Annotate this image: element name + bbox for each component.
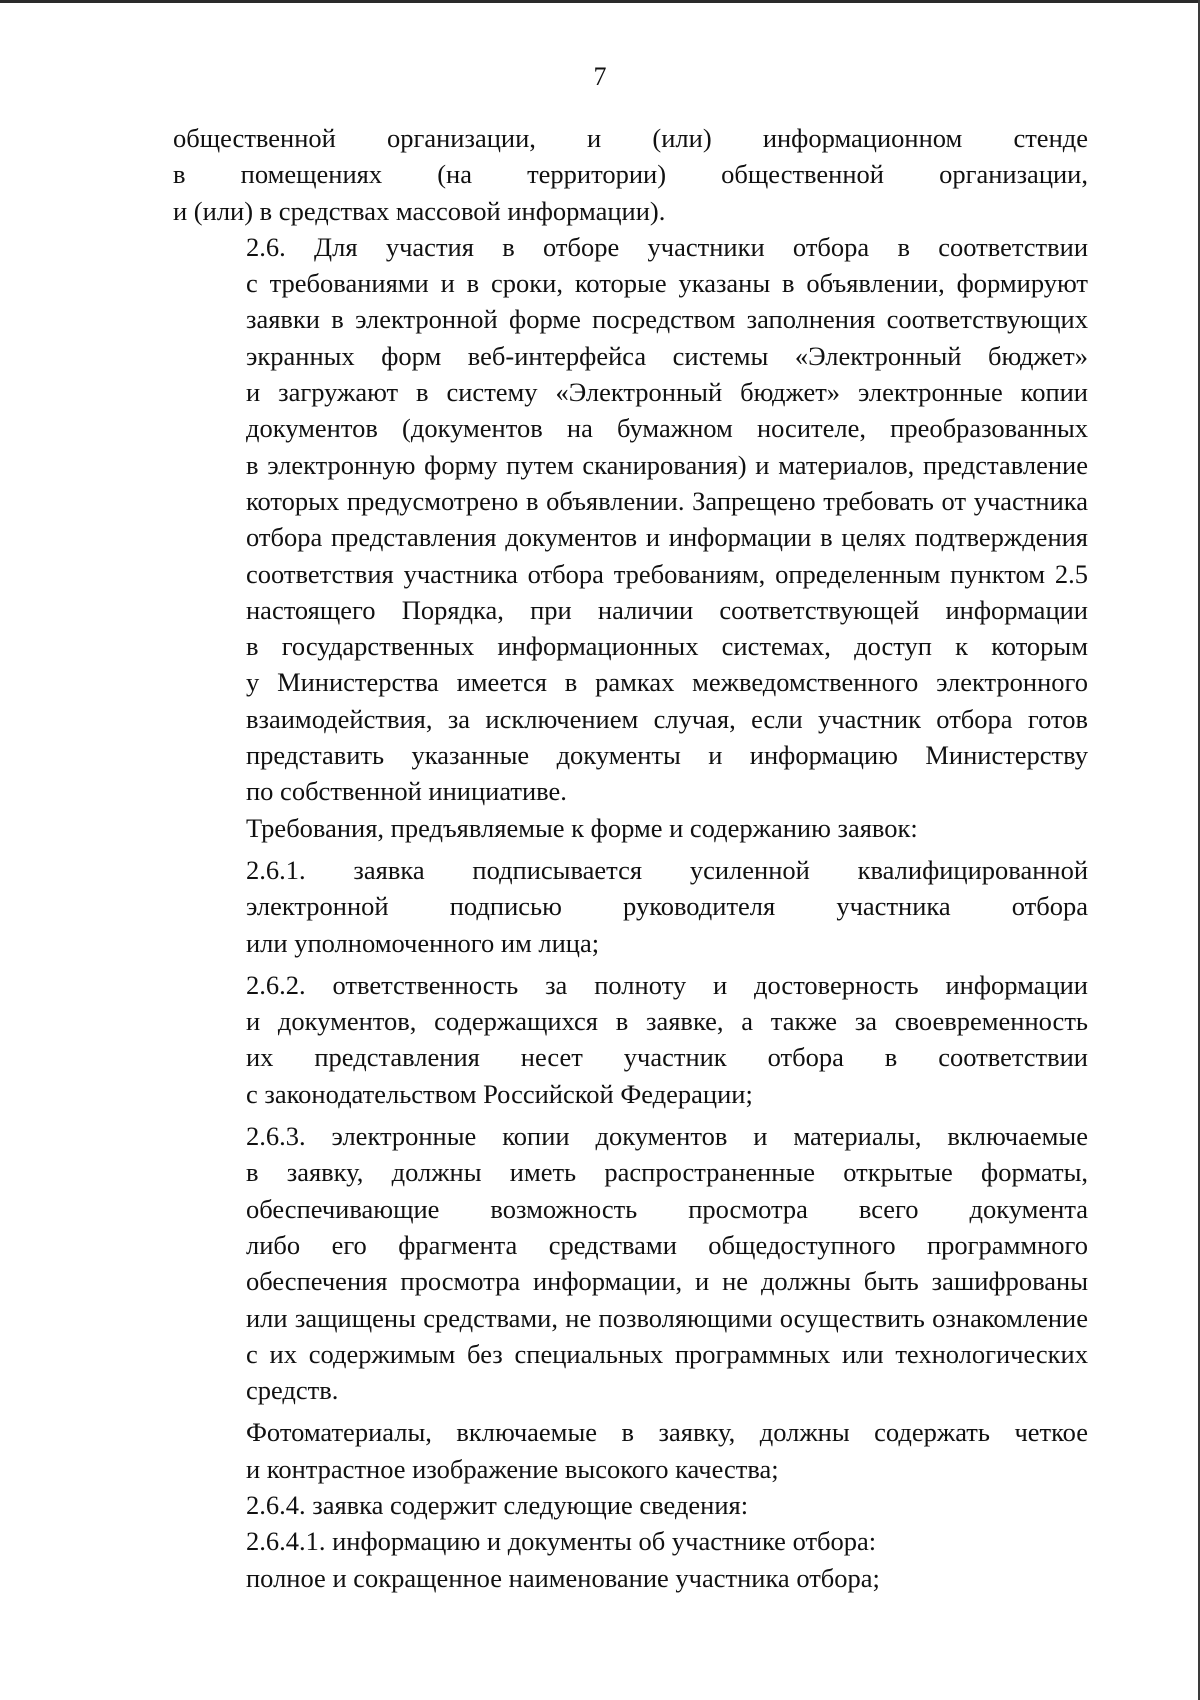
text-line: и (или) в средствах массовой информации).: [173, 195, 666, 226]
text-line: в государственных информационных системах, доступ к которым: [246, 631, 1088, 662]
text-line: 2.6. Для участия в отборе участники отбора в соответствии: [246, 231, 1088, 262]
text-line: или защищены средствами, не позволяющими осуществить ознакомление: [246, 1302, 1088, 1333]
text-line: либо его фрагмента средствами общедоступного программного: [246, 1229, 1088, 1260]
page-number: 7: [593, 62, 607, 91]
text-line: с их содержимым без специальных программных или технологических: [246, 1338, 1088, 1369]
text-line: обеспечения просмотра информации, и не должны быть зашифрованы: [246, 1266, 1088, 1297]
text-line: в помещениях (на территории) общественной организации,: [173, 159, 1088, 190]
text-line: которых предусмотрено в объявлении. Запрещено требовать от участника: [246, 485, 1088, 516]
text-line: у Министерства имеется в рамках межведомственного электронного: [246, 667, 1088, 698]
paragraph: [173, 120, 1088, 229]
text-line: заявки в электронной форме посредством заполнения соответствующих: [246, 304, 1088, 335]
text-line: экранных форм веб-интерфейса системы «Электронный бюджет»: [246, 340, 1088, 371]
text-line: взаимодействия, за исключением случая, если участник отбора готов: [246, 703, 1088, 734]
text-line: настоящего Порядка, при наличии соответствующей информации: [246, 594, 1088, 625]
text-line: соответствия участника отбора требованиям, определенным пунктом 2.5: [246, 558, 1088, 589]
text-line: общественной организации, и (или) информационном стенде: [173, 123, 1088, 153]
paragraph: [173, 852, 1088, 961]
paragraph: [173, 810, 1088, 846]
text-line: 2.6.4.1. информацию и документы об участнике отбора:: [246, 1526, 877, 1557]
text-line: обеспечивающие возможность просмотра всего документа: [246, 1193, 1088, 1224]
text-line: с законодательством Российской Федерации;: [246, 1078, 753, 1109]
paragraph: [173, 967, 1088, 1112]
text-line: или уполномоченного им лица;: [246, 927, 600, 958]
paragraph: [173, 1118, 1088, 1408]
text-line: с требованиями и в сроки, которые указаны в объявлении, формируют: [246, 268, 1088, 299]
text-line: Фотоматериалы, включаемые в заявку, должны содержать четкое: [246, 1417, 1088, 1448]
text-line: отбора представления документов и информации в целях подтверждения: [246, 522, 1088, 553]
scan-edge-top: [0, 0, 1200, 3]
text-line: и контрастное изображение высокого качества;: [246, 1453, 779, 1484]
text-line: и загружают в систему «Электронный бюджет» электронные копии: [246, 377, 1088, 408]
text-line: их представления несет участник отбора в соответствии: [246, 1042, 1088, 1073]
text-line: представить указанные документы и информацию Министерству: [246, 740, 1088, 771]
text-line: электронной подписью руководителя участника отбора: [246, 891, 1088, 922]
text-line: 2.6.3. электронные копии документов и материалы, включаемые: [246, 1121, 1088, 1152]
paragraph: [173, 1560, 1088, 1596]
text-line: документов (документов на бумажном носителе, преобразованных: [246, 413, 1088, 444]
text-line: средств.: [246, 1375, 339, 1406]
paragraph: [173, 229, 1088, 810]
text-line: в электронную форму путем сканирования) и материалов, представление: [246, 449, 1088, 480]
text-line: по собственной инициативе.: [246, 776, 567, 807]
text-line: в заявку, должны иметь распространенные открытые форматы,: [246, 1157, 1088, 1188]
text-line: 2.6.2. ответственность за полноту и достоверность информации: [246, 969, 1088, 1000]
paragraph: [173, 1523, 1088, 1559]
document-body: [173, 120, 1088, 1596]
text-line: 2.6.1. заявка подписывается усиленной квалифицированной: [246, 854, 1088, 885]
text-line: 2.6.4. заявка содержит следующие сведения:: [246, 1489, 749, 1520]
paragraph: [173, 1414, 1088, 1487]
text-line: Требования, предъявляемые к форме и содержанию заявок:: [246, 812, 918, 843]
text-line: и документов, содержащихся в заявке, а также за своевременность: [246, 1006, 1088, 1037]
paragraph: [173, 1487, 1088, 1523]
text-line: полное и сокращенное наименование участника отбора;: [246, 1562, 880, 1593]
